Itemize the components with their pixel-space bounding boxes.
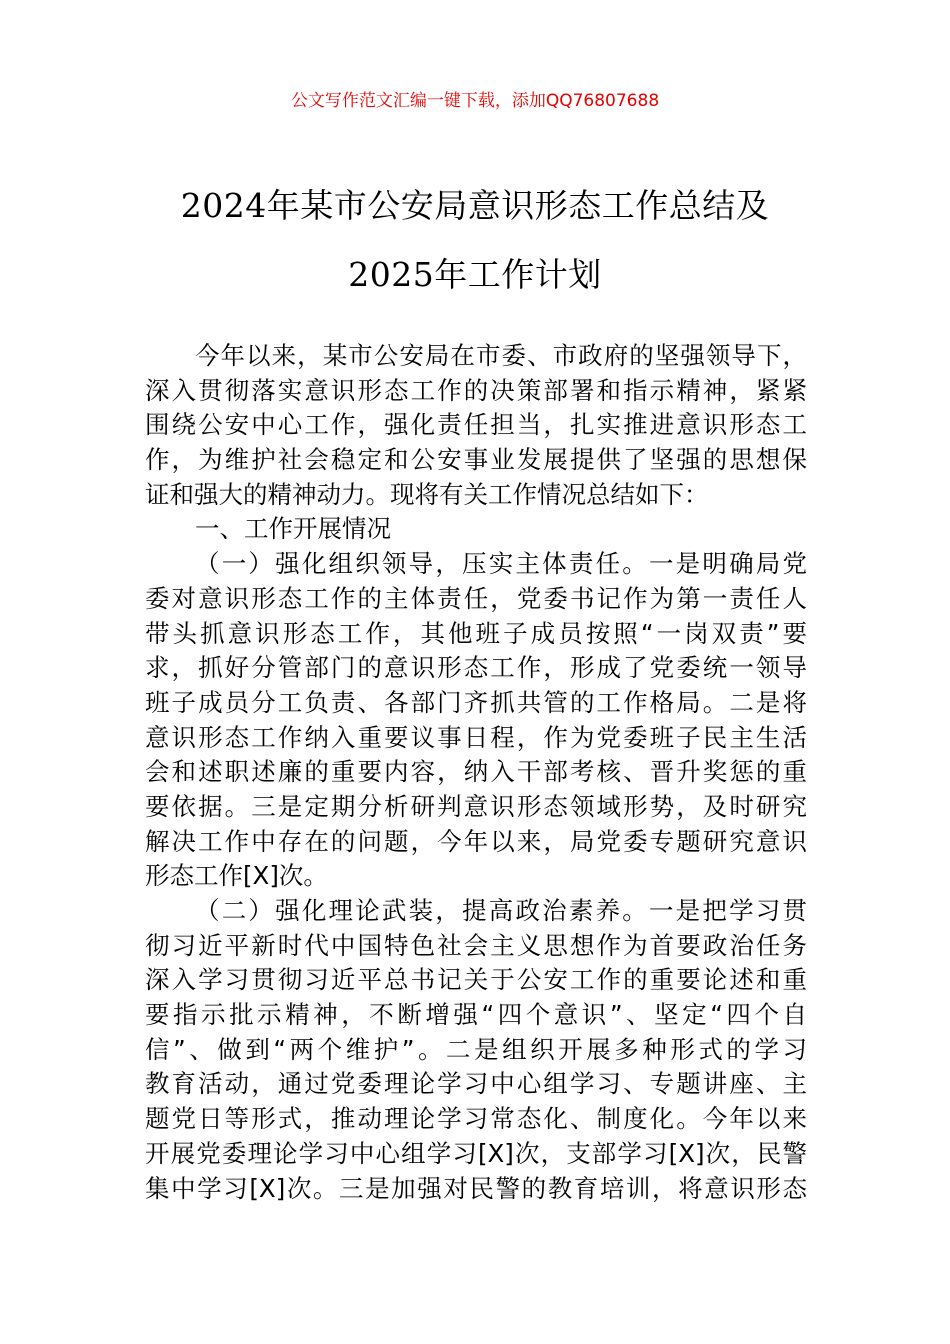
text-line: 委对意识形态工作的主体责任，党委书记作为第一责任人 xyxy=(145,583,807,613)
text-line: 开展党委理论学习中心组学习[X]次，支部学习[X]次，民警 xyxy=(145,1138,807,1168)
text-line: 要指示批示精神，不断增强“四个意识”、坚定“四个自 xyxy=(145,1000,807,1030)
text-line: 教育活动，通过党委理论学习中心组学习、专题讲座、主 xyxy=(145,1069,807,1099)
text-line: 会和述职述廉的重要内容，纳入干部考核、晋升奖惩的重 xyxy=(145,757,807,787)
text-line: 围绕公安中心工作，强化责任担当，扎实推进意识形态工 xyxy=(145,410,807,440)
watermark-header: 公文写作范文汇编一键下载，添加QQ76807688 xyxy=(290,91,660,111)
text-line: 今年以来，某市公安局在市委、市政府的坚强领导下， xyxy=(195,341,807,370)
text-line: 集中学习[X]次。三是加强对民警的教育培训，将意识形态 xyxy=(145,1173,807,1203)
text-line: 深入贯彻落实意识形态工作的决策部署和指示精神，紧紧 xyxy=(145,375,807,405)
text-line: （一）强化组织领导，压实主体责任。一是明确局党 xyxy=(195,549,807,579)
document-title-line-2: 2025年工作计划 xyxy=(348,255,602,294)
text-line: 形态工作[X]次。 xyxy=(145,861,328,891)
text-line: 意识形态工作纳入重要议事日程，作为党委班子民主生活 xyxy=(145,722,807,752)
text-line: 要依据。三是定期分析研判意识形态领域形势，及时研究 xyxy=(145,791,807,821)
text-line: 深入学习贯彻习近平总书记关于公安工作的重要论述和重 xyxy=(145,965,807,995)
text-line: 带头抓意识形态工作，其他班子成员按照“一岗双责”要 xyxy=(145,618,807,648)
text-line: 解决工作中存在的问题，今年以来，局党委专题研究意识 xyxy=(145,826,807,856)
text-line: 彻习近平新时代中国特色社会主义思想作为首要政治任务 xyxy=(145,930,807,960)
text-line: 信”、做到“两个维护”。二是组织开展多种形式的学习 xyxy=(145,1034,807,1064)
text-line: 一、工作开展情况 xyxy=(195,514,391,544)
text-line: 求，抓好分管部门的意识形态工作，形成了党委统一领导 xyxy=(145,653,807,683)
text-line: 证和强大的精神动力。现将有关工作情况总结如下： xyxy=(145,479,709,509)
text-line: 班子成员分工负责、各部门齐抓共管的工作格局。二是将 xyxy=(145,687,807,717)
document-title-line-1: 2024年某市公安局意识形态工作总结及 xyxy=(180,186,770,225)
text-line: （二）强化理论武装，提高政治素养。一是把学习贯 xyxy=(195,896,807,925)
text-line: 作，为维护社会稳定和公安事业发展提供了坚强的思想保 xyxy=(145,445,807,475)
document-body xyxy=(145,339,807,1206)
text-line: 题党日等形式，推动理论学习常态化、制度化。今年以来 xyxy=(145,1104,807,1134)
